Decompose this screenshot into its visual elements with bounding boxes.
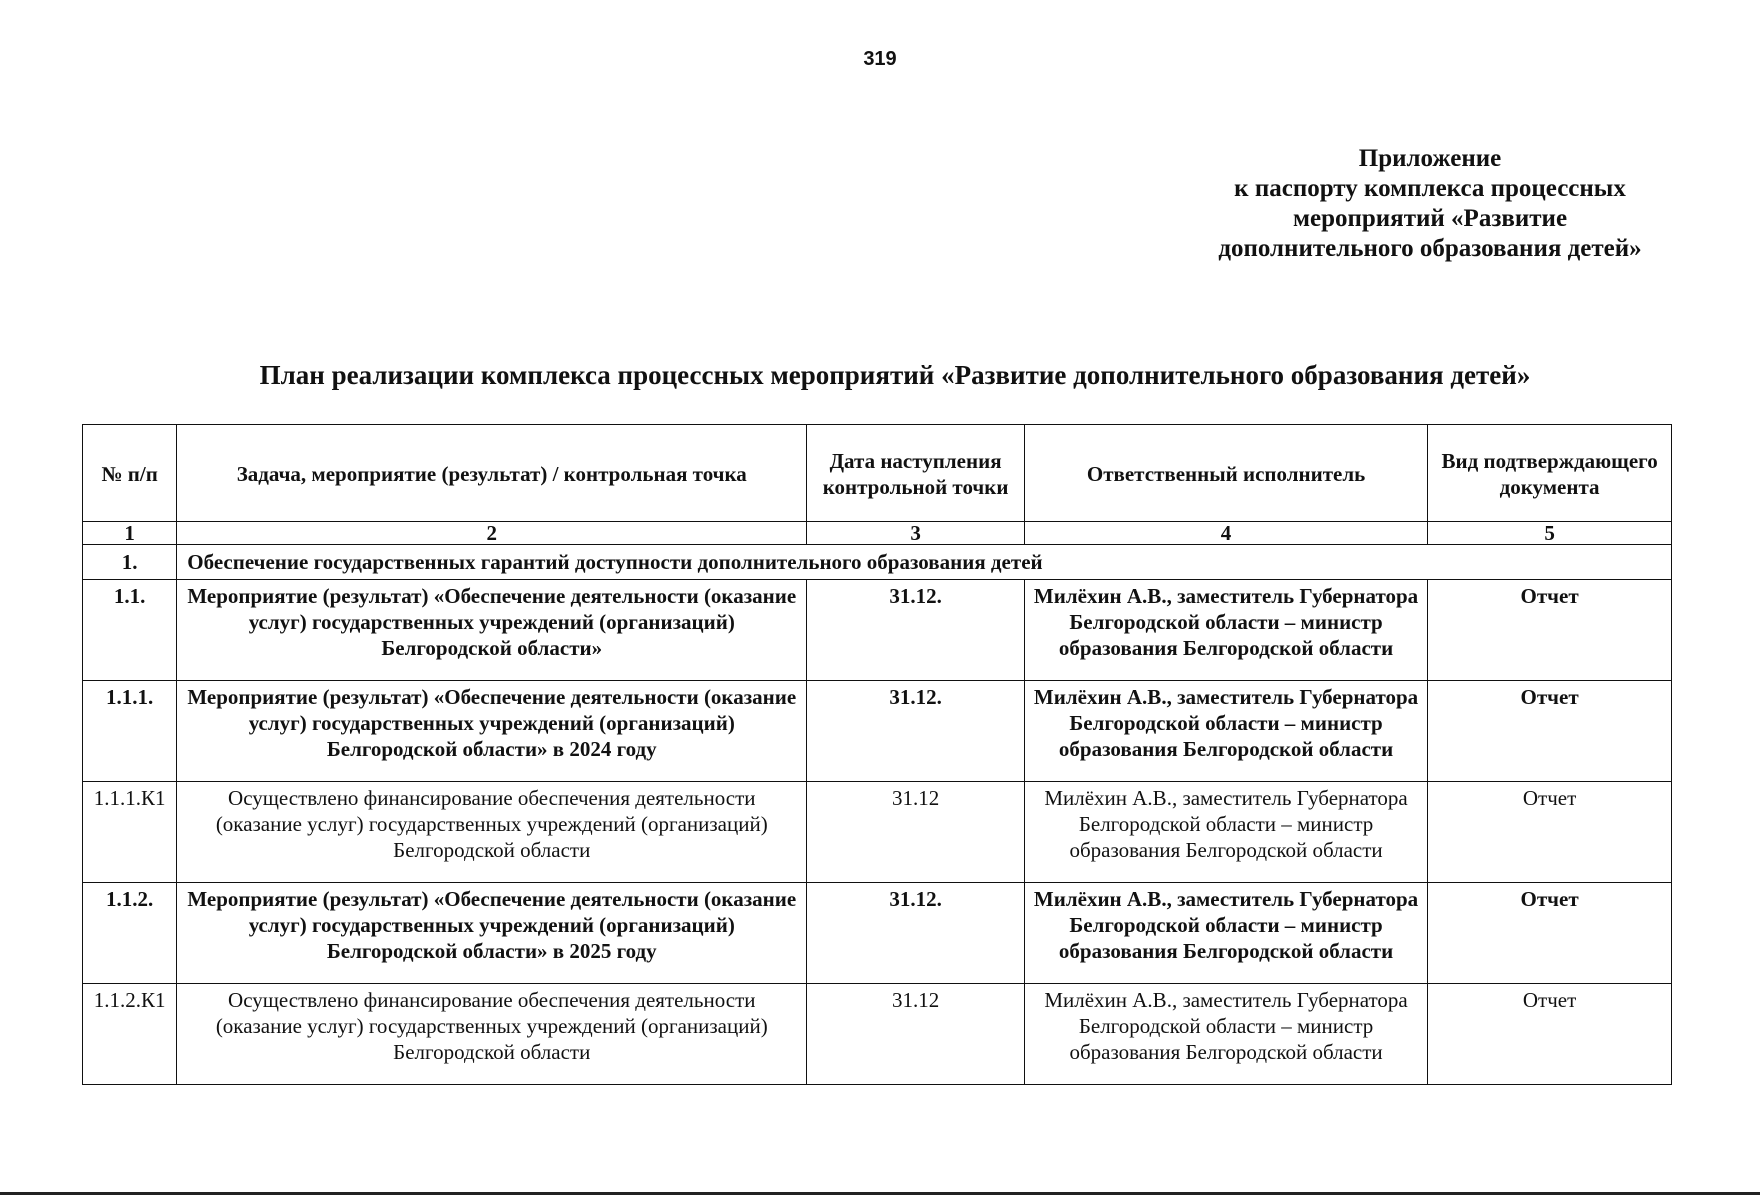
header-responsible: Ответственный исполнитель — [1024, 425, 1427, 522]
appendix-line: к паспорту комплекса процессных — [1234, 175, 1626, 202]
column-number: 2 — [177, 522, 807, 545]
table-row — [83, 984, 1672, 1085]
header-document: Вид подтверждающего документа — [1428, 425, 1672, 522]
row-document: Отчет — [1428, 580, 1672, 681]
row-date: 31.12. — [807, 681, 1025, 782]
row-task: Мероприятие (результат) «Обеспечение деятельности (оказание услуг) государственных учреждений (организаций) Белгородской области» в 2024 году — [177, 681, 807, 782]
table-header-row — [83, 425, 1672, 522]
section-task: Обеспечение государственных гарантий доступности дополнительного образования детей — [177, 545, 1672, 580]
bottom-rule — [0, 1192, 1760, 1195]
row-task: Осуществлено финансирование обеспечения деятельности (оказание услуг) государственных учреждений (организаций) Белгородской области — [177, 782, 807, 883]
row-date: 31.12 — [807, 782, 1025, 883]
row-num: 1.1.2. — [83, 883, 177, 984]
page-number: 319 — [863, 48, 897, 70]
appendix-line: мероприятий «Развитие — [1292, 205, 1568, 232]
header-date: Дата наступления контрольной точки — [807, 425, 1025, 522]
row-num: 1.1.2.К1 — [83, 984, 177, 1085]
appendix-line: Приложение — [1358, 145, 1502, 172]
header-num: № п/п — [83, 425, 177, 522]
column-number: 3 — [807, 522, 1025, 545]
plan-table — [82, 424, 1672, 1085]
table-row — [83, 681, 1672, 782]
row-document: Отчет — [1428, 883, 1672, 984]
row-responsible: Милёхин А.В., заместитель Губернатора Белгородской области – министр образования Белгородской области — [1024, 883, 1427, 984]
row-num: 1.1. — [83, 580, 177, 681]
row-date: 31.12. — [807, 883, 1025, 984]
row-responsible: Милёхин А.В., заместитель Губернатора Белгородской области – министр образования Белгородской области — [1024, 984, 1427, 1085]
table-row — [83, 883, 1672, 984]
column-number: 4 — [1024, 522, 1427, 545]
row-document: Отчет — [1428, 782, 1672, 883]
row-task: Осуществлено финансирование обеспечения деятельности (оказание услуг) государственных учреждений (организаций) Белгородской области — [177, 984, 807, 1085]
row-responsible: Милёхин А.В., заместитель Губернатора Белгородской области – министр образования Белгородской области — [1024, 681, 1427, 782]
column-number-row — [83, 522, 1672, 545]
row-date: 31.12. — [807, 580, 1025, 681]
column-number: 1 — [83, 522, 177, 545]
row-responsible: Милёхин А.В., заместитель Губернатора Белгородской области – министр образования Белгородской области — [1024, 782, 1427, 883]
column-number: 5 — [1428, 522, 1672, 545]
section-row — [83, 545, 1672, 580]
header-task: Задача, мероприятие (результат) / контрольная точка — [177, 425, 807, 522]
row-task: Мероприятие (результат) «Обеспечение деятельности (оказание услуг) государственных учреждений (организаций) Белгородской области» в 2025 году — [177, 883, 807, 984]
appendix-caption — [1140, 144, 1720, 264]
section-num: 1. — [83, 545, 177, 580]
row-document: Отчет — [1428, 681, 1672, 782]
table-row — [83, 580, 1672, 681]
row-responsible: Милёхин А.В., заместитель Губернатора Белгородской области – министр образования Белгородской области — [1024, 580, 1427, 681]
plan-title: План реализации комплекса процессных мероприятий «Развитие дополнительного образования детей» — [259, 360, 1531, 390]
row-document: Отчет — [1428, 984, 1672, 1085]
row-num: 1.1.1. — [83, 681, 177, 782]
row-num: 1.1.1.К1 — [83, 782, 177, 883]
row-task: Мероприятие (результат) «Обеспечение деятельности (оказание услуг) государственных учреждений (организаций) Белгородской области» — [177, 580, 807, 681]
row-date: 31.12 — [807, 984, 1025, 1085]
appendix-line: дополнительного образования детей» — [1218, 235, 1642, 262]
table-row — [83, 782, 1672, 883]
